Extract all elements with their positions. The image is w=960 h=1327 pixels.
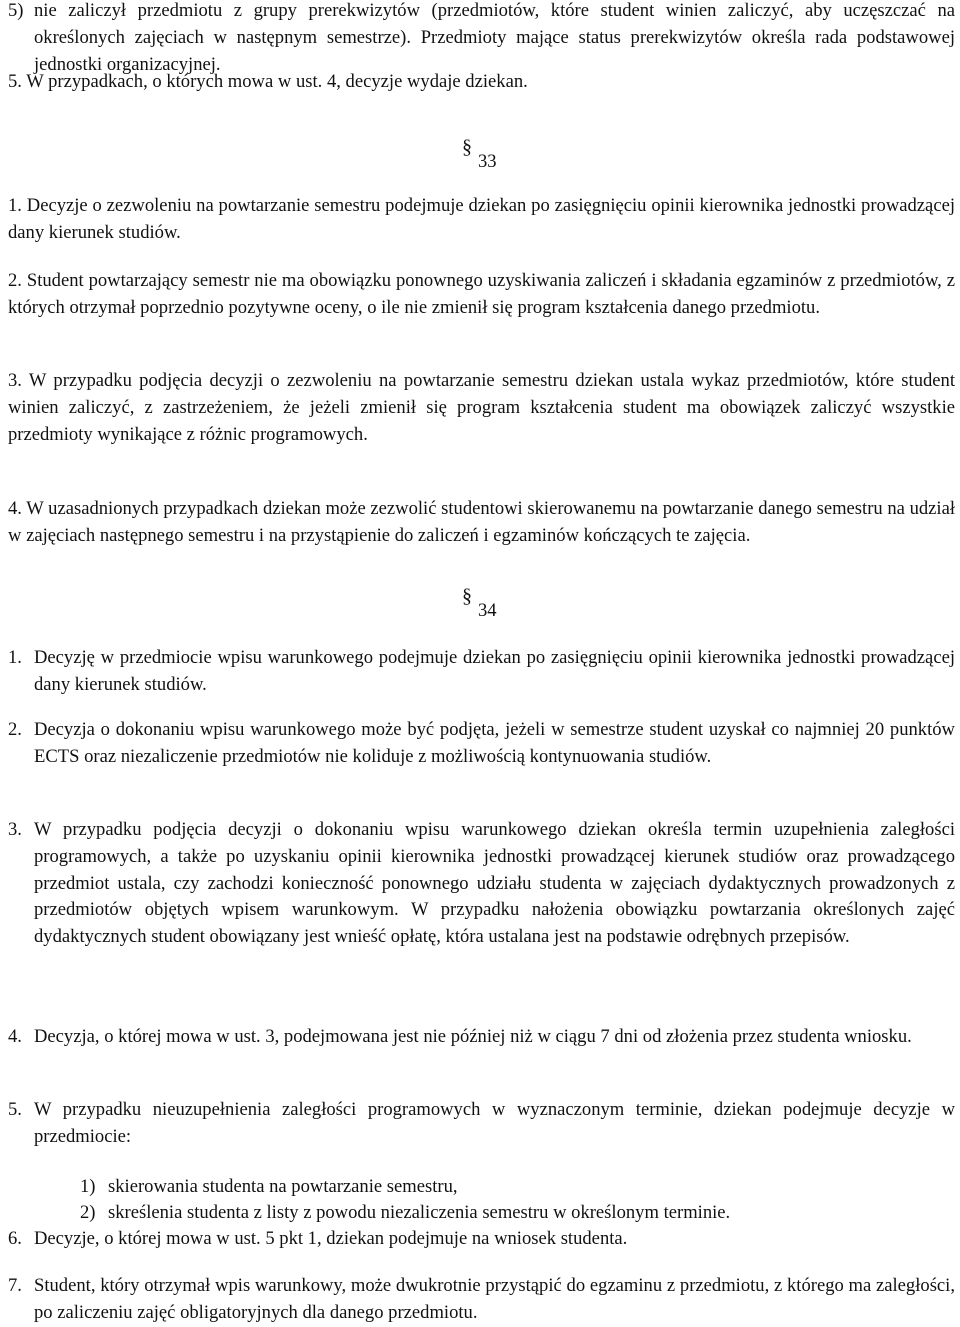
section-sign: § [462, 585, 472, 607]
section-heading-33 [460, 136, 497, 176]
paragraph: 3. W przypadku podjęcia decyzji o zezwoleniu na powtarzanie semestru dziekan ustala wykaz przedmiotów, które student winien zaliczyć, z zastrzeżeniem, że jeżeli zmienił się program kształcenia student ma obowiązek zaliczyć wszystkie przedmioty wynikające z różnic programowych. [8, 370, 955, 445]
paragraph: 1. Decyzje o zezwoleniu na powtarzanie semestru podejmuje dziekan po zasięgnięciu opinii kierownika jednostki prowadzącej dany kierunek studiów. [8, 195, 955, 243]
list-item-text: Decyzje, o której mowa w ust. 5 pkt 1, dziekan podejmuje na wniosek studenta. [34, 1228, 628, 1249]
list-item-number: 6. [8, 1228, 22, 1249]
list-item-number: 5. [8, 1099, 22, 1120]
list-item-text: nie zaliczył przedmiotu z grupy prerekwizytów (przedmiotów, które student winien zaliczyć, aby uczęszczać na określonych zajęciach w następnym semestrze). Przedmioty mające status prerekwizytów określa rada podstawowej jednostki organizacyjnej. [34, 0, 955, 75]
sub-item-number: 2) [80, 1202, 96, 1223]
list-item-text: Decyzję w przedmiocie wpisu warunkowego podejmuje dziekan po zasięgnięciu opinii kierownika jednostki prowadzącej dany kierunek studiów. [34, 647, 955, 695]
list-item-number: 1. [8, 647, 22, 668]
list-item-number: 4. [8, 1026, 22, 1047]
sub-item-text: skierowania studenta na powtarzanie semestru, [108, 1176, 458, 1197]
list-item-number: 2. [8, 719, 22, 740]
list-item-text: W przypadku nieuzupełnienia zaległości programowych w wyznaczonym terminie, dziekan podejmuje decyzje w przedmiocie: [34, 1099, 955, 1147]
paragraph: 5. W przypadkach, o których mowa w ust. 4, decyzje wydaje dziekan. [8, 71, 528, 92]
list-item-text: Student, który otrzymał wpis warunkowy, może dwukrotnie przystąpić do egzaminu z przedmiotu, z którego ma zaległości, po zaliczeniu zajęć obligatoryjnych dla danego przedmiotu. [34, 1275, 955, 1323]
paragraph: 4. W uzasadnionych przypadkach dziekan może zezwolić studentowi skierowanemu na powtarzanie danego semestru na udział w zajęciach następnego semestru i na przystąpienie do zaliczeń i egzaminów kończących te zajęcia. [8, 498, 955, 546]
sub-item-number: 1) [80, 1176, 96, 1197]
list-item-number: 3. [8, 819, 22, 840]
paragraph: 2. Student powtarzający semestr nie ma obowiązku ponownego uzyskiwania zaliczeń i składania egzaminów z przedmiotów, z których otrzymał poprzednio pozytywne oceny, o ile nie zmienił się program kształcenia danego przedmiotu. [8, 270, 955, 318]
list-item-text: W przypadku podjęcia decyzji o dokonaniu wpisu warunkowego dziekan określa termin uzupełnienia zaległości programowych, a także po uzyskaniu opinii kierownika jednostki prowadzącej kierunek studiów oraz prowadzącego przedmiot ustala, czy zachodzi konieczność ponownego udziału studenta w zajęciach dydaktycznych prowadzonych z przedmiotów objętych wpisem warunkowym. W przypadku nałożenia obowiązku powtarzania określonych zajęć dydaktycznych student obowiązany jest wnieść opłatę, która ustalana jest na podstawie odrębnych przepisów. [34, 819, 955, 948]
section-number: 34 [478, 600, 497, 621]
list-item-number: 7. [8, 1275, 22, 1296]
section-number: 33 [478, 151, 497, 172]
list-item-text: Decyzja, o której mowa w ust. 3, podejmowana jest nie później niż w ciągu 7 dni od złożenia przez studenta wniosku. [34, 1026, 912, 1047]
section-heading-34 [460, 585, 497, 625]
list-item-number: 5) [8, 0, 24, 21]
sub-item-text: skreślenia studenta z listy z powodu niezaliczenia semestru w określonym terminie. [108, 1202, 731, 1223]
section-sign: § [462, 136, 472, 158]
list-item-text: Decyzja o dokonaniu wpisu warunkowego może być podjęta, jeżeli w semestrze student uzyskał co najmniej 20 punktów ECTS oraz niezaliczenie przedmiotów nie koliduje z możliwością kontynuowania studiów. [34, 719, 955, 767]
